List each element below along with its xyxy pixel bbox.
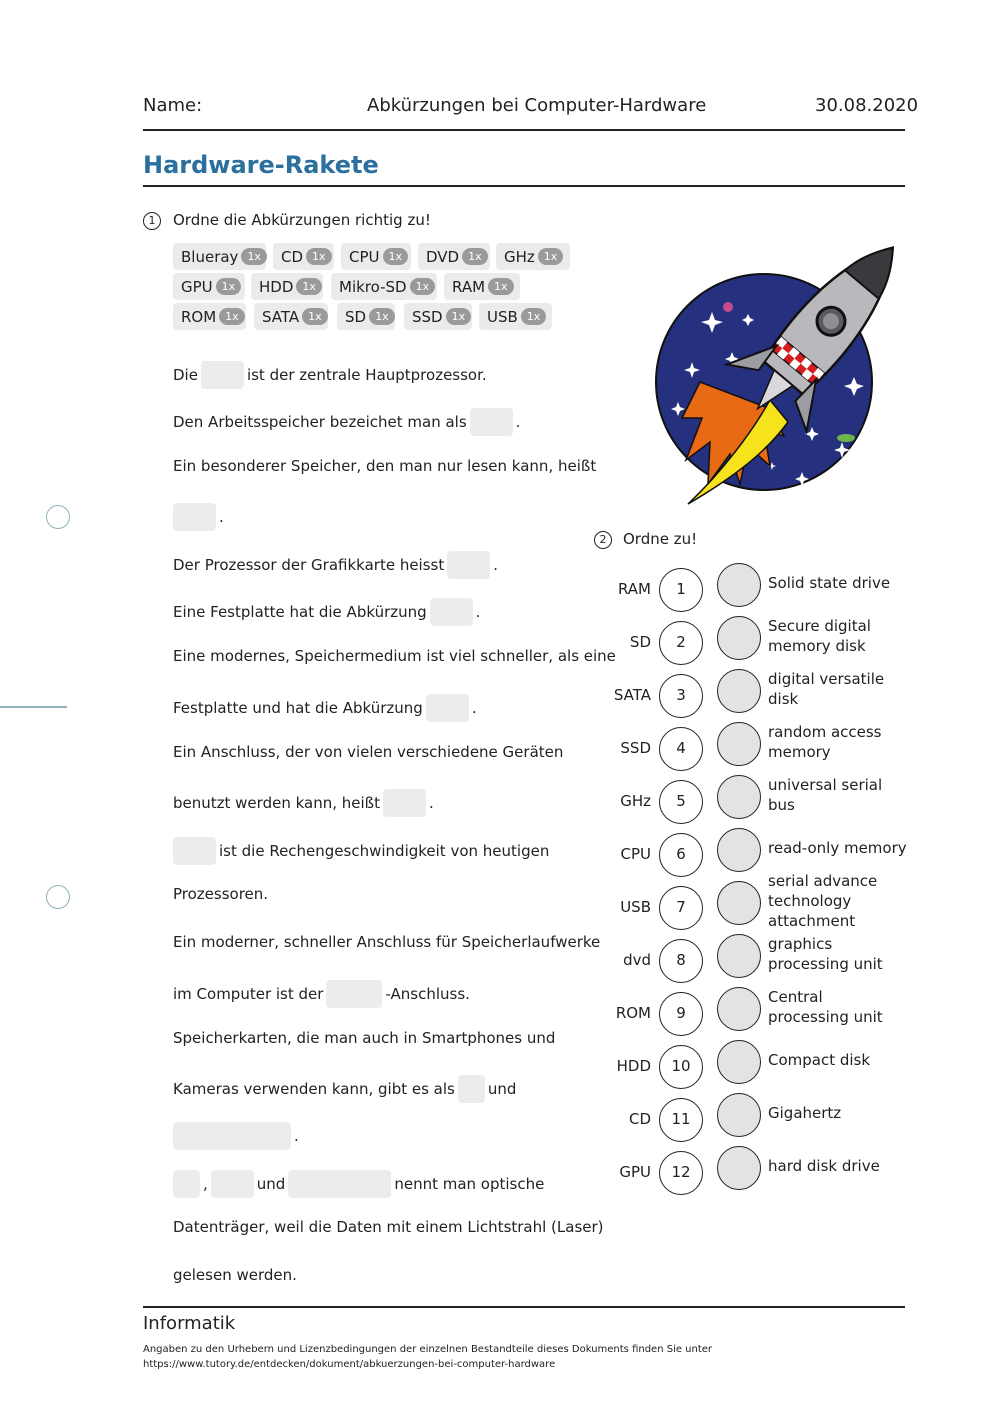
chip-count-badge: 1x (302, 308, 328, 325)
match-abbreviation: SSD (620, 739, 651, 757)
chip-word: GHz (504, 247, 535, 266)
word-chip[interactable] (404, 303, 472, 330)
match-number-circle: 1 (659, 568, 703, 612)
sentence-text: und (256, 1174, 286, 1193)
cloze-line (173, 980, 470, 1008)
match-description: universal serial bus (768, 776, 883, 814)
word-chip[interactable] (496, 243, 570, 270)
sentence-text: Kameras verwenden kann, gibt es als (173, 1079, 455, 1098)
cloze-line (173, 694, 477, 722)
answer-gap[interactable] (426, 694, 469, 722)
match-answer-circle[interactable] (717, 669, 761, 713)
word-chip[interactable] (337, 303, 395, 330)
match-number-circle: 5 (659, 780, 703, 824)
footer-divider (143, 1306, 905, 1308)
answer-gap[interactable] (173, 1122, 291, 1150)
match-description: serial advance technology attachment (768, 872, 878, 930)
match-description: Central processing unit (768, 988, 883, 1026)
sentence-text: . (471, 698, 477, 717)
match-number-circle: 10 (659, 1045, 703, 1089)
cloze-line (173, 1122, 299, 1150)
match-answer-circle[interactable] (717, 775, 761, 819)
answer-gap[interactable] (458, 1075, 485, 1103)
sentence-text: , (203, 1174, 208, 1193)
match-abbreviation: SATA (613, 686, 651, 704)
chip-count-badge: 1x (446, 308, 472, 325)
sentence-text: Eine Festplatte hat die Abkürzung (173, 602, 427, 621)
sentence-text: . (294, 1126, 299, 1145)
match-description: graphics processing unit (768, 935, 883, 973)
cloze-line: gelesen werden. (173, 1266, 297, 1284)
chip-word: GPU (181, 277, 213, 296)
chip-word: SD (345, 307, 367, 326)
task-number-2: 2 (594, 531, 612, 549)
word-chip[interactable] (479, 303, 552, 330)
match-description: random access memory (768, 723, 882, 761)
sentence-text: im Computer ist der (173, 984, 324, 1003)
word-chip[interactable] (273, 243, 334, 270)
chip-word: SSD (412, 307, 443, 326)
header-divider (143, 129, 905, 131)
task-number-1: 1 (143, 212, 161, 230)
match-number-circle: 12 (659, 1151, 703, 1195)
sentence-text: . (475, 602, 481, 621)
cloze-line (173, 598, 480, 626)
match-answer-circle[interactable] (717, 1093, 761, 1137)
match-number-circle: 7 (659, 886, 703, 930)
chip-count-badge: 1x (383, 248, 409, 265)
chip-count-badge: 1x (488, 278, 514, 295)
chip-word: CD (281, 247, 304, 266)
chip-word: SATA (262, 307, 300, 326)
chip-word: HDD (259, 277, 294, 296)
match-abbreviation: CD (628, 1110, 651, 1128)
match-description: hard disk drive (768, 1157, 880, 1175)
chip-count-badge: 1x (241, 248, 267, 265)
worksheet-title: Hardware-Rakete (143, 151, 379, 179)
match-abbreviation: USB (620, 898, 651, 916)
sentence-text: und (487, 1079, 517, 1098)
chip-word: Mikro-SD (339, 277, 407, 296)
match-description: read-only memory (768, 839, 907, 857)
cloze-line: Speicherkarten, die man auch in Smartphones und (173, 1029, 556, 1047)
document-date: 30.08.2020 (815, 95, 919, 116)
cloze-line: Ein moderner, schneller Anschluss für Speicherlaufwerke (173, 933, 601, 951)
chip-count-badge: 1x (216, 278, 242, 295)
cloze-line (173, 789, 434, 817)
match-answer-circle[interactable] (717, 881, 761, 925)
answer-gap[interactable] (173, 503, 216, 531)
match-abbreviation: CPU (620, 845, 651, 863)
sentence-text: Den Arbeitsspeicher bezeichet man als (173, 412, 467, 431)
match-abbreviation: HDD (616, 1057, 651, 1075)
chip-count-badge: 1x (296, 278, 322, 295)
match-number-circle: 4 (659, 727, 703, 771)
answer-gap[interactable] (430, 598, 473, 626)
chip-count-badge: 1x (219, 308, 245, 325)
answer-gap[interactable] (470, 408, 513, 436)
cloze-line (173, 408, 520, 436)
punch-hole-mark (46, 885, 70, 909)
chip-count-badge: 1x (306, 248, 332, 265)
match-number-circle: 6 (659, 833, 703, 877)
fold-mark (0, 706, 67, 708)
sentence-text: . (219, 507, 224, 526)
chip-word: ROM (181, 307, 217, 326)
sentence-text: ist die Rechengeschwindigkeit von heutigen (219, 841, 550, 860)
match-description: Gigahertz (768, 1104, 842, 1122)
chip-word: CPU (349, 247, 380, 266)
cloze-line (173, 837, 549, 865)
match-description: Secure digital memory disk (768, 617, 871, 655)
cloze-line: Eine modernes, Speichermedium ist viel schneller, als eine (173, 647, 616, 665)
match-abbreviation: dvd (623, 951, 651, 969)
match-number-circle: 2 (659, 621, 703, 665)
sentence-text: -Anschluss. (385, 984, 470, 1003)
match-answer-circle[interactable] (717, 1040, 761, 1084)
match-abbreviation: RAM (617, 580, 651, 598)
word-chip[interactable] (173, 303, 246, 330)
chip-word: USB (487, 307, 518, 326)
document-title: Abkürzungen bei Computer-Hardware (367, 95, 707, 116)
cloze-line: Ein besonderer Speicher, den man nur lesen kann, heißt (173, 457, 597, 475)
task1-instruction: Ordne die Abkürzungen richtig zu! (173, 211, 431, 229)
match-abbreviation: GHz (620, 792, 651, 810)
rocket-illustration (652, 222, 908, 512)
match-answer-circle[interactable] (717, 722, 761, 766)
word-chip[interactable] (418, 243, 490, 270)
footer-subject: Informatik (143, 1313, 236, 1334)
word-chip[interactable] (173, 243, 266, 270)
word-chip[interactable] (444, 273, 520, 300)
cloze-line: Ein Anschluss, der von vielen verschiedene Geräten (173, 743, 564, 761)
chip-count-badge: 1x (369, 308, 395, 325)
match-answer-circle[interactable] (717, 1146, 761, 1190)
match-abbreviation: GPU (619, 1163, 651, 1181)
sentence-text: ist der zentrale Hauptprozessor. (246, 365, 487, 384)
cloze-line (173, 1075, 516, 1103)
answer-gap[interactable] (201, 361, 244, 389)
task2-instruction: Ordne zu! (623, 530, 698, 548)
planet (723, 302, 733, 312)
cloze-line: Datenträger, weil die Daten mit einem Lichtstrahl (Laser) (173, 1218, 604, 1236)
title-divider (143, 185, 905, 187)
match-answer-circle[interactable] (717, 987, 761, 1031)
name-label: Name: (143, 95, 203, 116)
answer-gap[interactable] (211, 1170, 254, 1198)
sentence-text: benutzt werden kann, heißt (173, 793, 380, 812)
punch-hole-mark (46, 505, 70, 529)
word-chip[interactable] (331, 273, 437, 300)
chip-count-badge: 1x (538, 248, 564, 265)
chip-count-badge: 1x (521, 308, 547, 325)
license-url: https://www.tutory.de/entdecken/dokument/abkuerzungen-bei-computer-hardware (143, 1359, 556, 1370)
match-number-circle: 8 (659, 939, 703, 983)
word-chip[interactable] (254, 303, 328, 330)
sentence-text: . (493, 555, 499, 574)
match-abbreviation: SD (629, 633, 651, 651)
word-chip[interactable] (341, 243, 411, 270)
license-note: Angaben zu den Urhebern und Lizenzbedingungen der einzelnen Bestandteile dieses Dokuments finden Sie unter (143, 1344, 713, 1355)
chip-word: RAM (452, 277, 486, 296)
match-description: Compact disk (768, 1051, 871, 1069)
match-abbreviation: ROM (615, 1004, 651, 1022)
sentence-text: Die (173, 365, 198, 384)
answer-gap[interactable] (173, 837, 216, 865)
match-number-circle: 3 (659, 674, 703, 718)
cloze-line (173, 361, 487, 389)
answer-gap[interactable] (173, 1170, 200, 1198)
chip-word: Blueray (181, 247, 239, 266)
match-answer-circle[interactable] (717, 563, 761, 607)
sentence-text: Festplatte und hat die Abkürzung (173, 698, 423, 717)
chip-count-badge: 1x (410, 278, 436, 295)
sentence-text: nennt man optische (394, 1174, 545, 1193)
answer-gap[interactable] (326, 980, 382, 1008)
match-number-circle: 9 (659, 992, 703, 1036)
match-description: Solid state drive (768, 574, 891, 592)
match-number-circle: 11 (659, 1098, 703, 1142)
chip-word: DVD (426, 247, 460, 266)
sentence-text: Der Prozessor der Grafikkarte heisst (173, 555, 445, 574)
cloze-line (173, 1170, 544, 1198)
match-answer-circle[interactable] (717, 934, 761, 978)
word-chip[interactable] (173, 273, 245, 300)
cloze-line: Prozessoren. (173, 885, 269, 903)
sentence-text: . (515, 412, 521, 431)
word-chip[interactable] (251, 273, 323, 300)
match-answer-circle[interactable] (717, 828, 761, 872)
cloze-line (173, 503, 224, 531)
match-answer-circle[interactable] (717, 616, 761, 660)
ufo (837, 434, 855, 442)
match-description: digital versatile disk (768, 670, 885, 708)
cloze-line (173, 551, 498, 579)
answer-gap[interactable] (447, 551, 490, 579)
sentence-text: . (429, 793, 434, 812)
answer-gap[interactable] (288, 1170, 391, 1198)
answer-gap[interactable] (383, 789, 426, 817)
chip-count-badge: 1x (462, 248, 488, 265)
